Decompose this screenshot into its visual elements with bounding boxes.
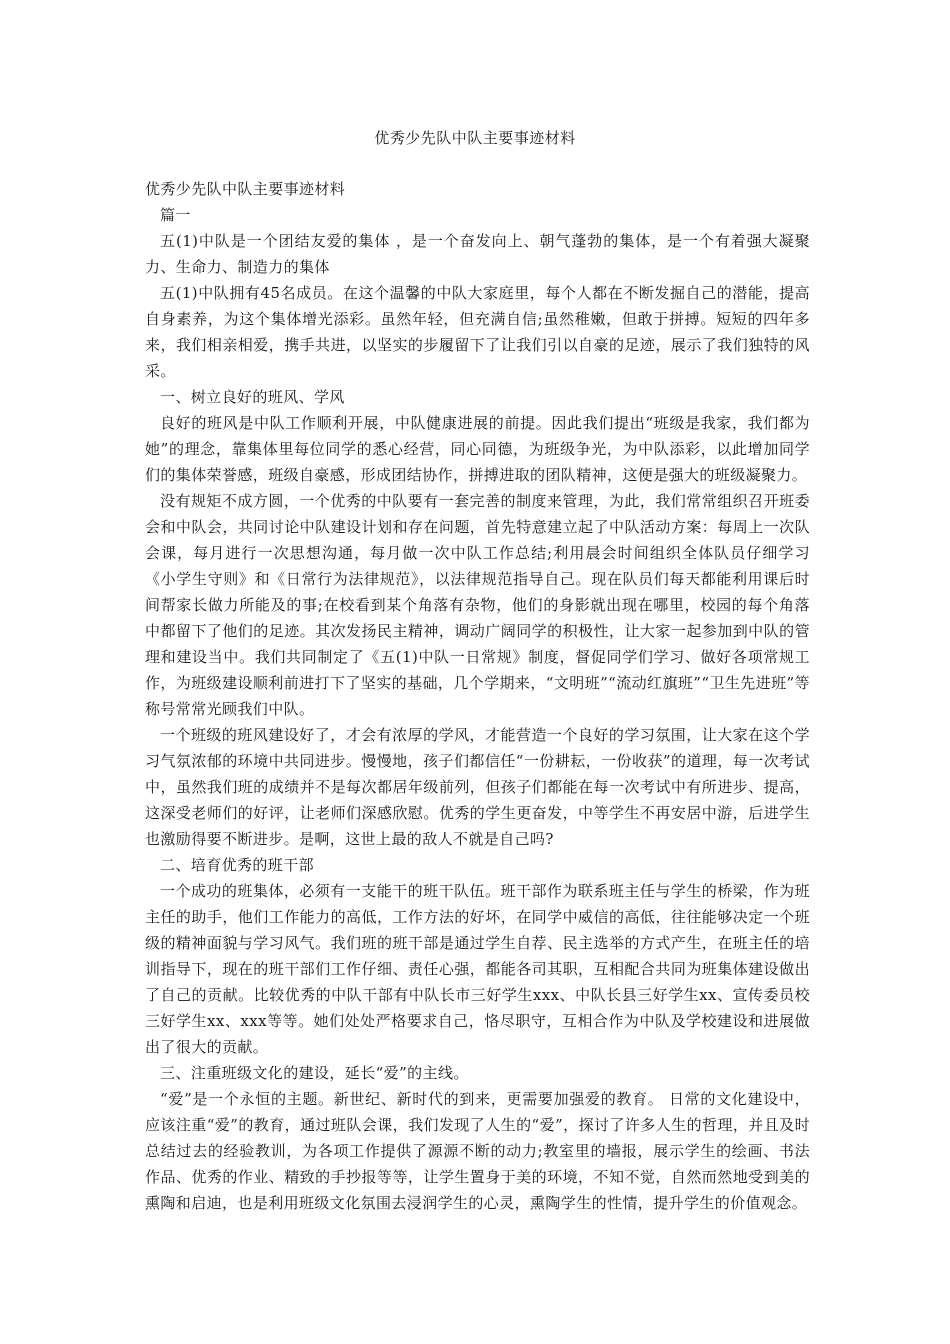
section-heading-3: 三、注重班级文化的建设，延长“爱”的主线。 [160, 1064, 469, 1082]
paragraph-6: 一个成功的班集体，必须有一支能干的班干队伍。班干部作为联系班主任与学生的桥梁，作为班主任的助手，他们工作能力的高低，工作方法的好坏，在同学中威信的高低，往往能够决定一个班级的精神面貌与学习风气。我们班的班干部是通过学生自荐、民主选举的方式产生，在班主任的培训指导下，现在的班干部们工作仔细、责任心强，都能各司其职，互相配合共同为班集体建设做出了自己的贡献。比较优秀的中队干部有中队长市三好学生xxx、中队长县三好学生xx、宣传委员校三好学生xx、xxx等等。她们处处严格要求自己，恪尽职守，互相合作为中队及学校建设和进展做出了很大的贡献。 [145, 882, 810, 1056]
paragraph-1: 五(1)中队是一个团结友爱的集体 ，是一个奋发向上、朝气蓬勃的集体，是一个有着强大凝聚力、生命力、制造力的集体 [145, 232, 810, 276]
paragraph-3: 良好的班风是中队工作顺利开展，中队健康进展的前提。因此我们提出“班级是我家，我们都为她”的理念，靠集体里每位同学的悉心经营，同心同德，为班级争光，为中队添彩，以此增加同学们的集体荣誉感，班级自豪感，形成团结协作，拼搏进取的团队精神，这便是强大的班级凝聚力。 [145, 414, 810, 484]
paragraph-2: 五(1)中队拥有45名成员。在这个温馨的中队大家庭里，每个人都在不断发掘自己的潜能，提高自身素养，为这个集体增光添彩。虽然年轻，但充满自信;虽然稚嫩，但敢于拼搏。短短的四年多来，我们相亲相爱，携手共进，以坚实的步履留下了让我们引以自豪的足迹，展示了我们独特的风采。 [145, 284, 810, 380]
paragraph-7: “爱”是一个永恒的主题。新世纪、新时代的到来，更需要加强爱的教育。 日常的文化建设中，应该注重“爱”的教育，通过班队会课，我们发现了人生的“爱”，探讨了许多人生的哲理，并且及时总结过去的经验教训，为各项工作提供了源源不断的动力;教室里的墙报，展示学生的绘画、书法作品、优秀的作业、精致的手抄报等等，让学生置身于美的环境，不知不觉，自然而然地受到美的熏陶和启迪，也是利用班级文化氛围去浸润学生的心灵，熏陶学生的性情，提升学生的价值观念。 [145, 1090, 810, 1212]
document-subtitle: 优秀少先队中队主要事迹材料 [145, 180, 346, 198]
document-title: 优秀少先队中队主要事迹材料 [374, 129, 576, 147]
part-heading: 篇一 [160, 206, 191, 224]
paragraph-4: 没有规矩不成方圆，一个优秀的中队要有一套完善的制度来管理，为此，我们常常组织召开班委会和中队会，共同讨论中队建设计划和存在问题，首先特意建立起了中队活动方案：每周上一次队会课，每月进行一次思想沟通，每月做一次中队工作总结;利用晨会时间组织全体队员仔细学习《小学生守则》和《日常行为法律规范》，以法律规范指导自己。现在队员们每天都能利用课后时间帮家长做力所能及的事;在校看到某个角落有杂物，他们的身影就出现在哪里，校园的每个角落中都留下了他们的足迹。其次发扬民主精神，调动广阔同学的积极性，让大家一起参加到中队的管理和建设当中。我们共同制定了《五(1)中队一日常规》制度，督促同学们学习、做好各项常规工作，为班级建设顺利前进打下了坚实的基础，几个学期来，“文明班”“流动红旗班”“卫生先进班”等称号常常光顾我们中队。 [145, 492, 810, 718]
section-heading-1: 一、树立良好的班风、学风 [160, 388, 345, 406]
section-heading-2: 二、培育优秀的班干部 [160, 856, 315, 874]
document-body [145, 176, 810, 1216]
paragraph-5: 一个班级的班风建设好了，才会有浓厚的学风，才能营造一个良好的学习氛围，让大家在这个学习气氛浓郁的环境中共同进步。慢慢地，孩子们都信任“一份耕耘，一份收获”的道理，每一次考试中，虽然我们班的成绩并不是每次都居年级前列，但孩子们都能在每一次考试中有所进步、提高，这深受老师们的好评，让老师们深感欣慰。优秀的学生更奋发，中等学生不再安居中游，后进学生也激励得要不断进步。是啊，这世上最的敌人不就是自己吗? [145, 726, 810, 848]
